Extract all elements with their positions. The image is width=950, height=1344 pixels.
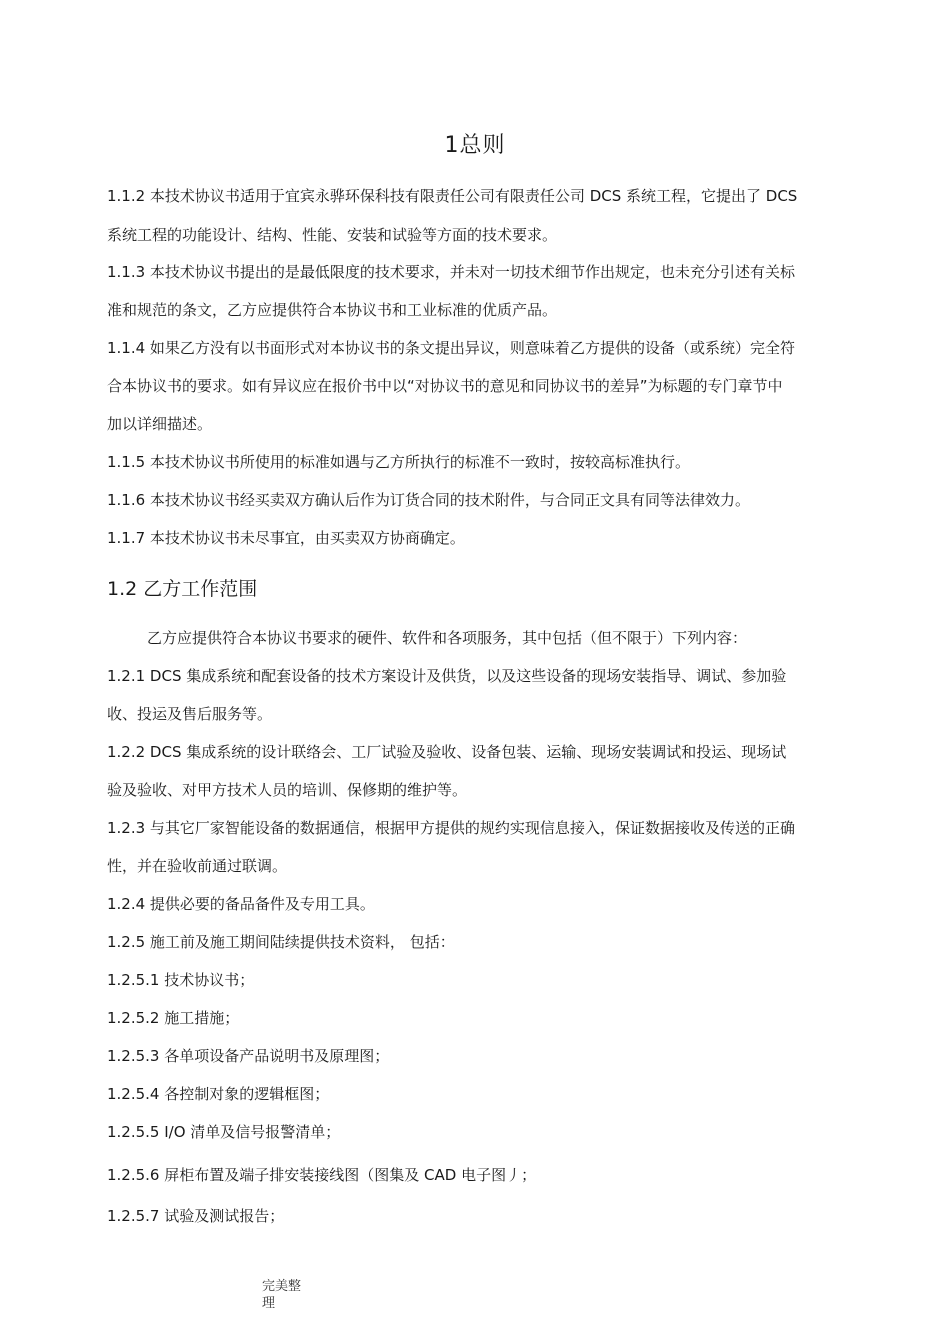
- list-item: 1.2.5.1 技术协议书；: [107, 971, 255, 989]
- paragraph-line: 1.2.3 与其它厂家智能设备的数据通信，根据甲方提供的规约实现信息接入，保证数据接收及传送的正确: [107, 819, 795, 837]
- paragraph-line: 加以详细描述。: [107, 415, 213, 433]
- footer-line: 理: [262, 1296, 276, 1311]
- paragraph-line: 1.1.5 本技术协议书所使用的标准如遇与乙方所执行的标准不一致时，按较高标准执行。: [107, 453, 690, 471]
- paragraph-line: 1.1.3 本技术协议书提出的是最低限度的技术要求，并未对一切技术细节作出规定，也未充分引述有关标: [107, 263, 795, 281]
- paragraph-line: 合本协议书的要求。如有异议应在报价书中以“对协议书的意见和同协议书的差异”为标题的专门章节中: [107, 377, 783, 395]
- list-item: 1.2.5.4 各控制对象的逻辑框图；: [107, 1085, 330, 1103]
- paragraph-line: 1.2.2 DCS 集成系统的设计联络会、工厂试验及验收、设备包装、运输、现场安装调试和投运、现场试: [107, 743, 787, 761]
- list-item: 1.2.5.3 各单项设备产品说明书及原理图；: [107, 1047, 390, 1065]
- paragraph-line: 1.2.5 施工前及施工期间陆续提供技术资料， 包括：: [107, 933, 455, 951]
- paragraph-line: 1.2.4 提供必要的备品备件及专用工具。: [107, 895, 375, 913]
- paragraph-line: 乙方应提供符合本协议书要求的硬件、软件和各项服务，其中包括（但不限于）下列内容：: [147, 629, 748, 647]
- list-item: 1.2.5.2 施工措施；: [107, 1009, 240, 1027]
- list-item: 1.2.5.5 I/O 清单及信号报警清单；: [107, 1123, 341, 1141]
- paragraph-line: 1.1.7 本技术协议书未尽事宜，由买卖双方协商确定。: [107, 529, 465, 547]
- paragraph-line: 准和规范的条文，乙方应提供符合本协议书和工业标准的优质产品。: [107, 301, 558, 319]
- paragraph-line: 收、投运及售后服务等。: [107, 705, 273, 723]
- paragraph-line: 性，并在验收前通过联调。: [107, 857, 288, 875]
- paragraph-line: 系统工程的功能设计、结构、性能、安装和试验等方面的技术要求。: [107, 226, 558, 244]
- section-heading: 1.2 乙方工作范围: [107, 578, 258, 600]
- paragraph-line: 1.1.2 本技术协议书适用于宜宾永骅环保科技有限责任公司有限责任公司 DCS 系统工程，它提出了 DCS: [107, 187, 798, 205]
- list-item: 1.2.5.6 屏柜布置及端子排安装接线图（图集及 CAD 电子图丿；: [107, 1166, 537, 1184]
- list-item: 1.2.5.7 试验及测试报告；: [107, 1207, 285, 1225]
- paragraph-line: 1.1.6 本技术协议书经买卖双方确认后作为订货合同的技术附件，与合同正文具有同等法律效力。: [107, 491, 750, 509]
- paragraph-line: 验及验收、对甲方技术人员的培训、保修期的维护等。: [107, 781, 468, 799]
- paragraph-line: 1.2.1 DCS 集成系统和配套设备的技术方案设计及供货，以及这些设备的现场安装指导、调试、参加验: [107, 667, 787, 685]
- paragraph-line: 1.1.4 如果乙方没有以书面形式对本协议书的条文提出异议，则意味着乙方提供的设备（或系统）完全符: [107, 339, 795, 357]
- footer-line: 完美整: [262, 1279, 302, 1294]
- page-title: 1总则: [444, 133, 506, 158]
- page-footer: [262, 1278, 301, 1312]
